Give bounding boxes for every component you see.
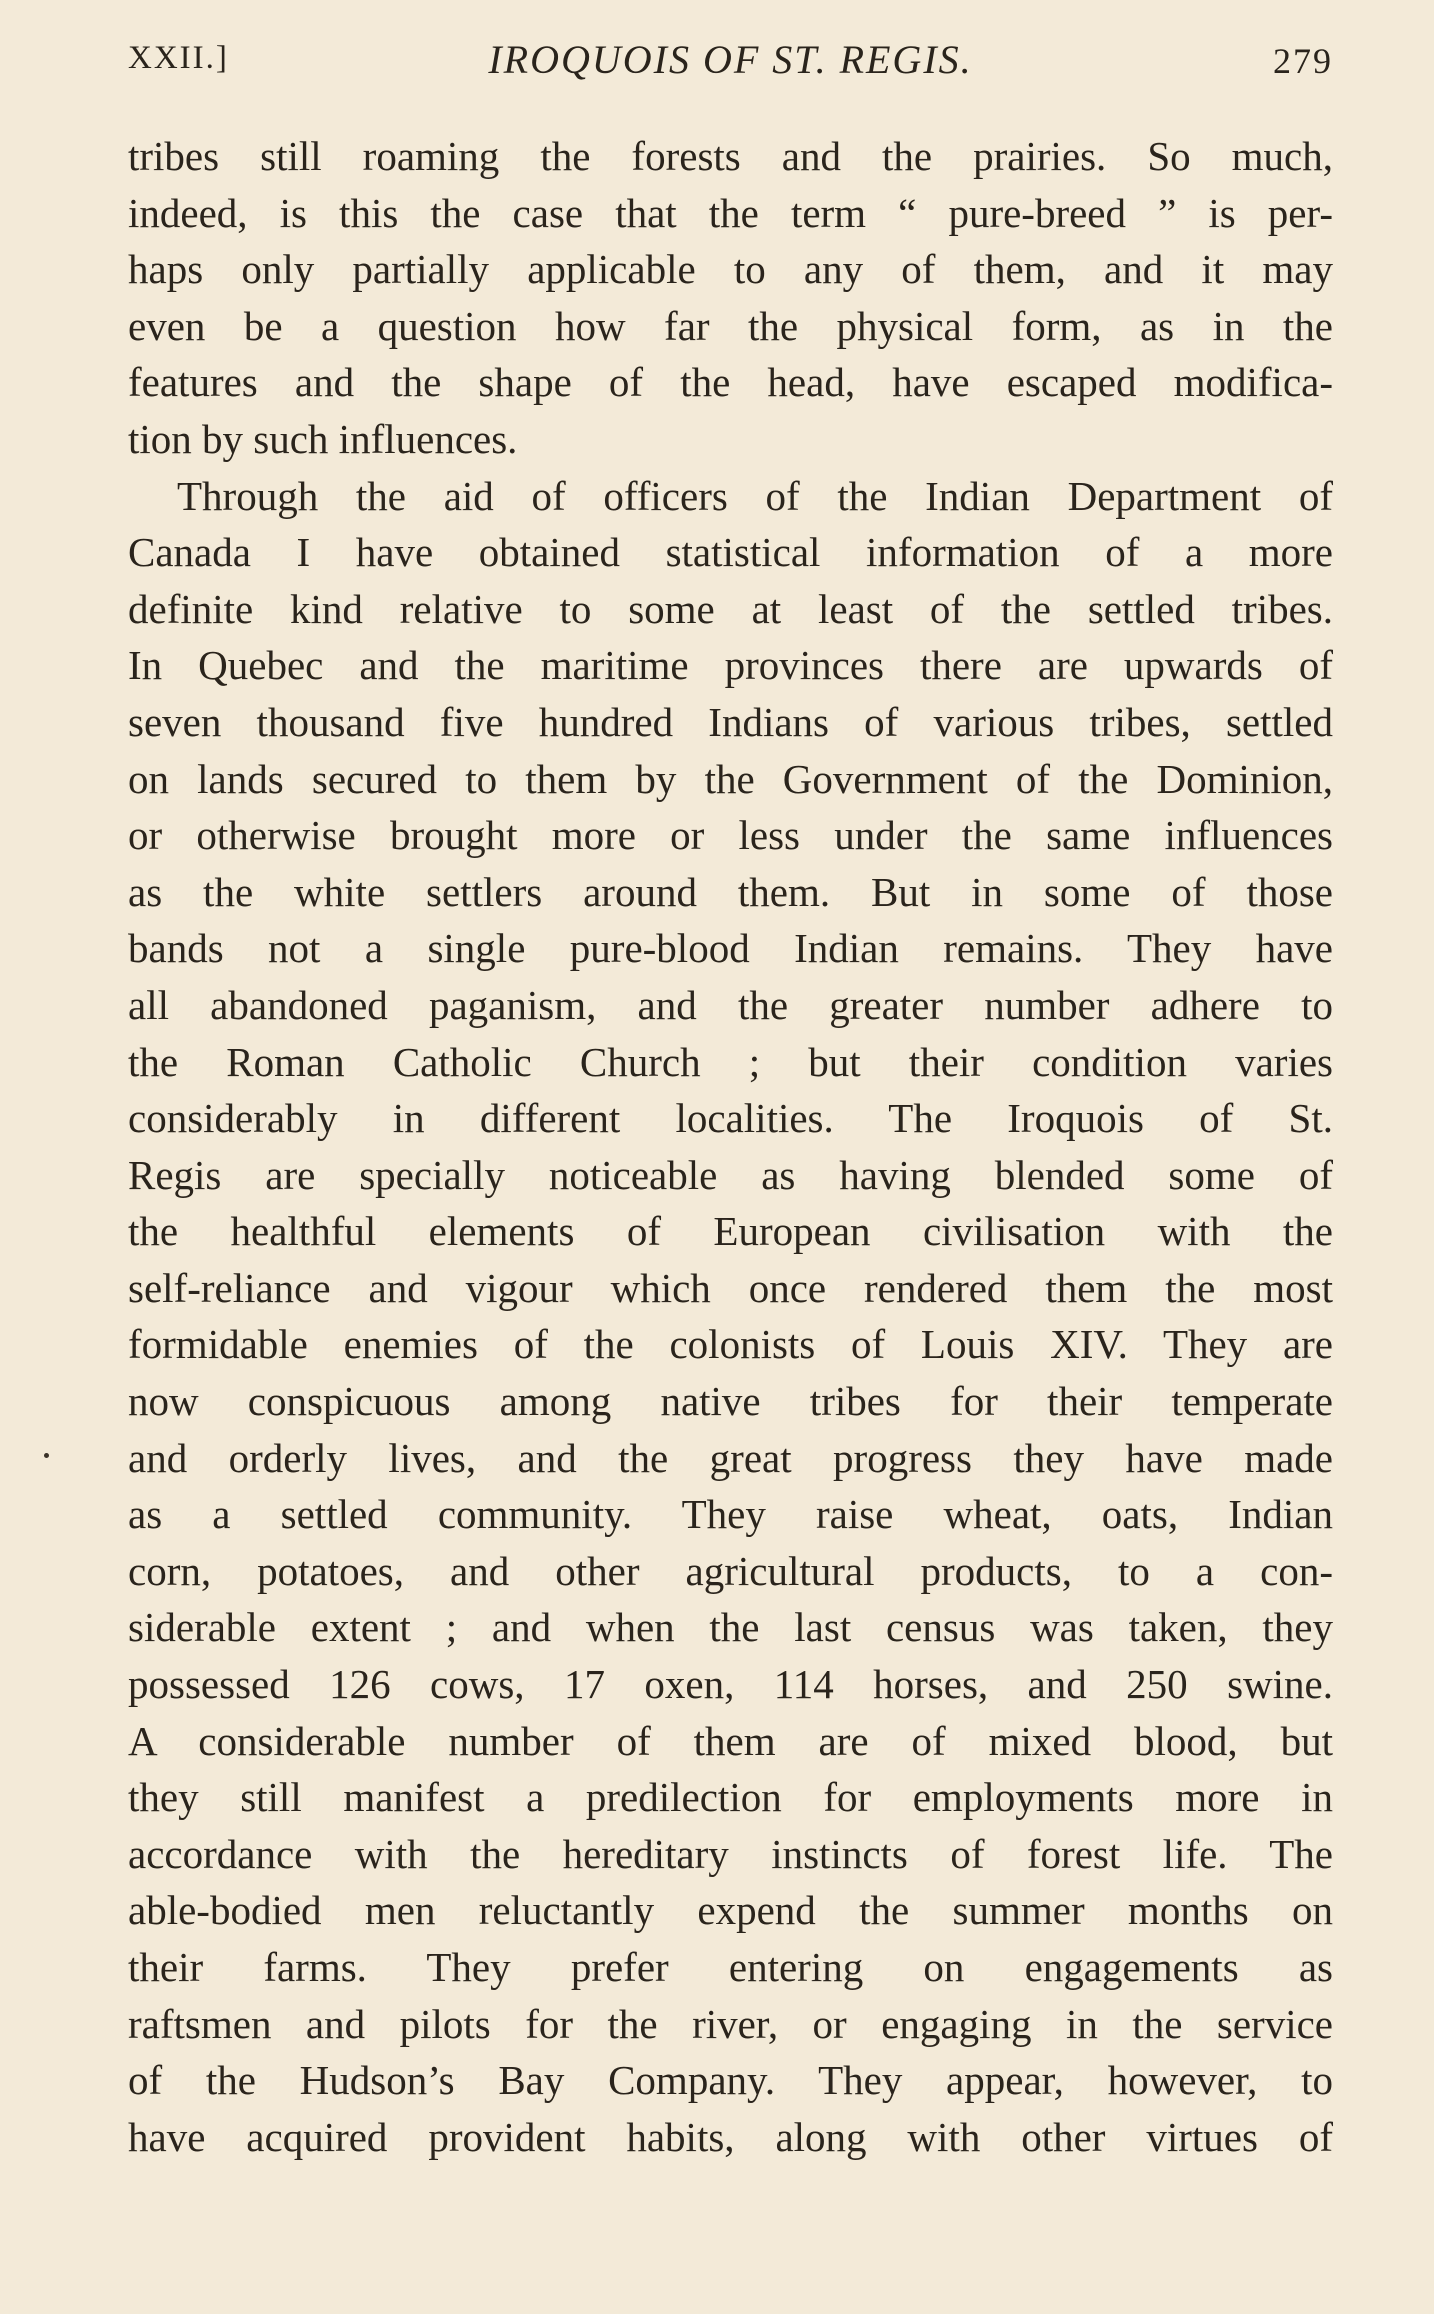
running-header <box>128 36 1333 86</box>
text-line: bands not a single pure-blood Indian remains. They have <box>128 925 1333 972</box>
text-line: now conspicuous among native tribes for their temperate <box>128 1378 1333 1425</box>
text-line: formidable enemies of the colonists of Louis XIV. They are <box>128 1321 1333 1368</box>
text-line: tion by such influences. <box>128 415 518 462</box>
text-line: they still manifest a predilection for employments more in <box>128 1774 1333 1821</box>
text-line: self-reliance and vigour which once rendered them the most <box>128 1264 1333 1311</box>
text-line: seven thousand five hundred Indians of various tribes, settled <box>128 698 1333 745</box>
text-line: considerably in different localities. The Iroquois of St. <box>128 1095 1333 1142</box>
text-line: definite kind relative to some at least of the settled tribes. <box>128 585 1333 632</box>
text-line: features and the shape of the head, have escaped modifica- <box>128 359 1333 406</box>
chapter-marker: XXII.] <box>128 40 229 76</box>
text-line: the healthful elements of European civilisation with the <box>128 1208 1333 1255</box>
text-line: corn, potatoes, and other agricultural products, to a con- <box>128 1547 1333 1594</box>
text-line: all abandoned paganism, and the greater number adhere to <box>128 981 1333 1028</box>
text-line: as the white settlers around them. But in some of those <box>128 868 1333 915</box>
text-line: haps only partially applicable to any of them, and it may <box>128 246 1333 293</box>
text-line: siderable extent ; and when the last census was taken, they <box>128 1604 1333 1651</box>
text-line: have acquired provident habits, along with other virtues of <box>128 2113 1333 2160</box>
text-line: tribes still roaming the forests and the prairies. So much, <box>128 133 1333 179</box>
text-line: the Roman Catholic Church ; but their condition varies <box>128 1038 1333 1085</box>
text-line: on lands secured to them by the Government of the Dominion, <box>128 755 1333 802</box>
text-line: possessed 126 cows, 17 oxen, 114 horses, and 250 swine. <box>128 1661 1333 1708</box>
text-line: indeed, is this the case that the term “ pure-breed ” is per- <box>128 189 1333 236</box>
running-title: IROQUOIS OF ST. REGIS. <box>488 37 973 82</box>
text-line: In Quebec and the maritime provinces there are upwards of <box>128 642 1333 689</box>
text-line: their farms. They prefer entering on engagements as <box>128 1944 1333 1990</box>
text-line: able-bodied men reluctantly expend the summer months on <box>128 1887 1333 1934</box>
text-line: A considerable number of them are of mixed blood, but <box>128 1717 1333 1764</box>
text-line: raftsmen and pilots for the river, or engaging in the service <box>128 2000 1333 2047</box>
text-line: and orderly lives, and the great progress they have made <box>128 1434 1333 1481</box>
margin-speck <box>44 1453 49 1458</box>
text-line: Regis are specially noticeable as having blended some of <box>128 1151 1333 1198</box>
text-line: of the Hudson’s Bay Company. They appear, however, to <box>128 2057 1333 2104</box>
text-line: accordance with the hereditary instincts of forest life. The <box>128 1830 1333 1877</box>
text-line: as a settled community. They raise wheat, oats, Indian <box>128 1491 1333 1538</box>
text-line: even be a question how far the physical form, as in the <box>128 302 1333 349</box>
text-line: Canada I have obtained statistical information of a more <box>128 529 1333 576</box>
body-text <box>128 128 1333 2165</box>
page-number: 279 <box>1273 41 1333 81</box>
text-line: or otherwise brought more or less under the same influences <box>128 812 1333 859</box>
text-line: Through the aid of officers of the Indian Department of <box>177 472 1333 519</box>
